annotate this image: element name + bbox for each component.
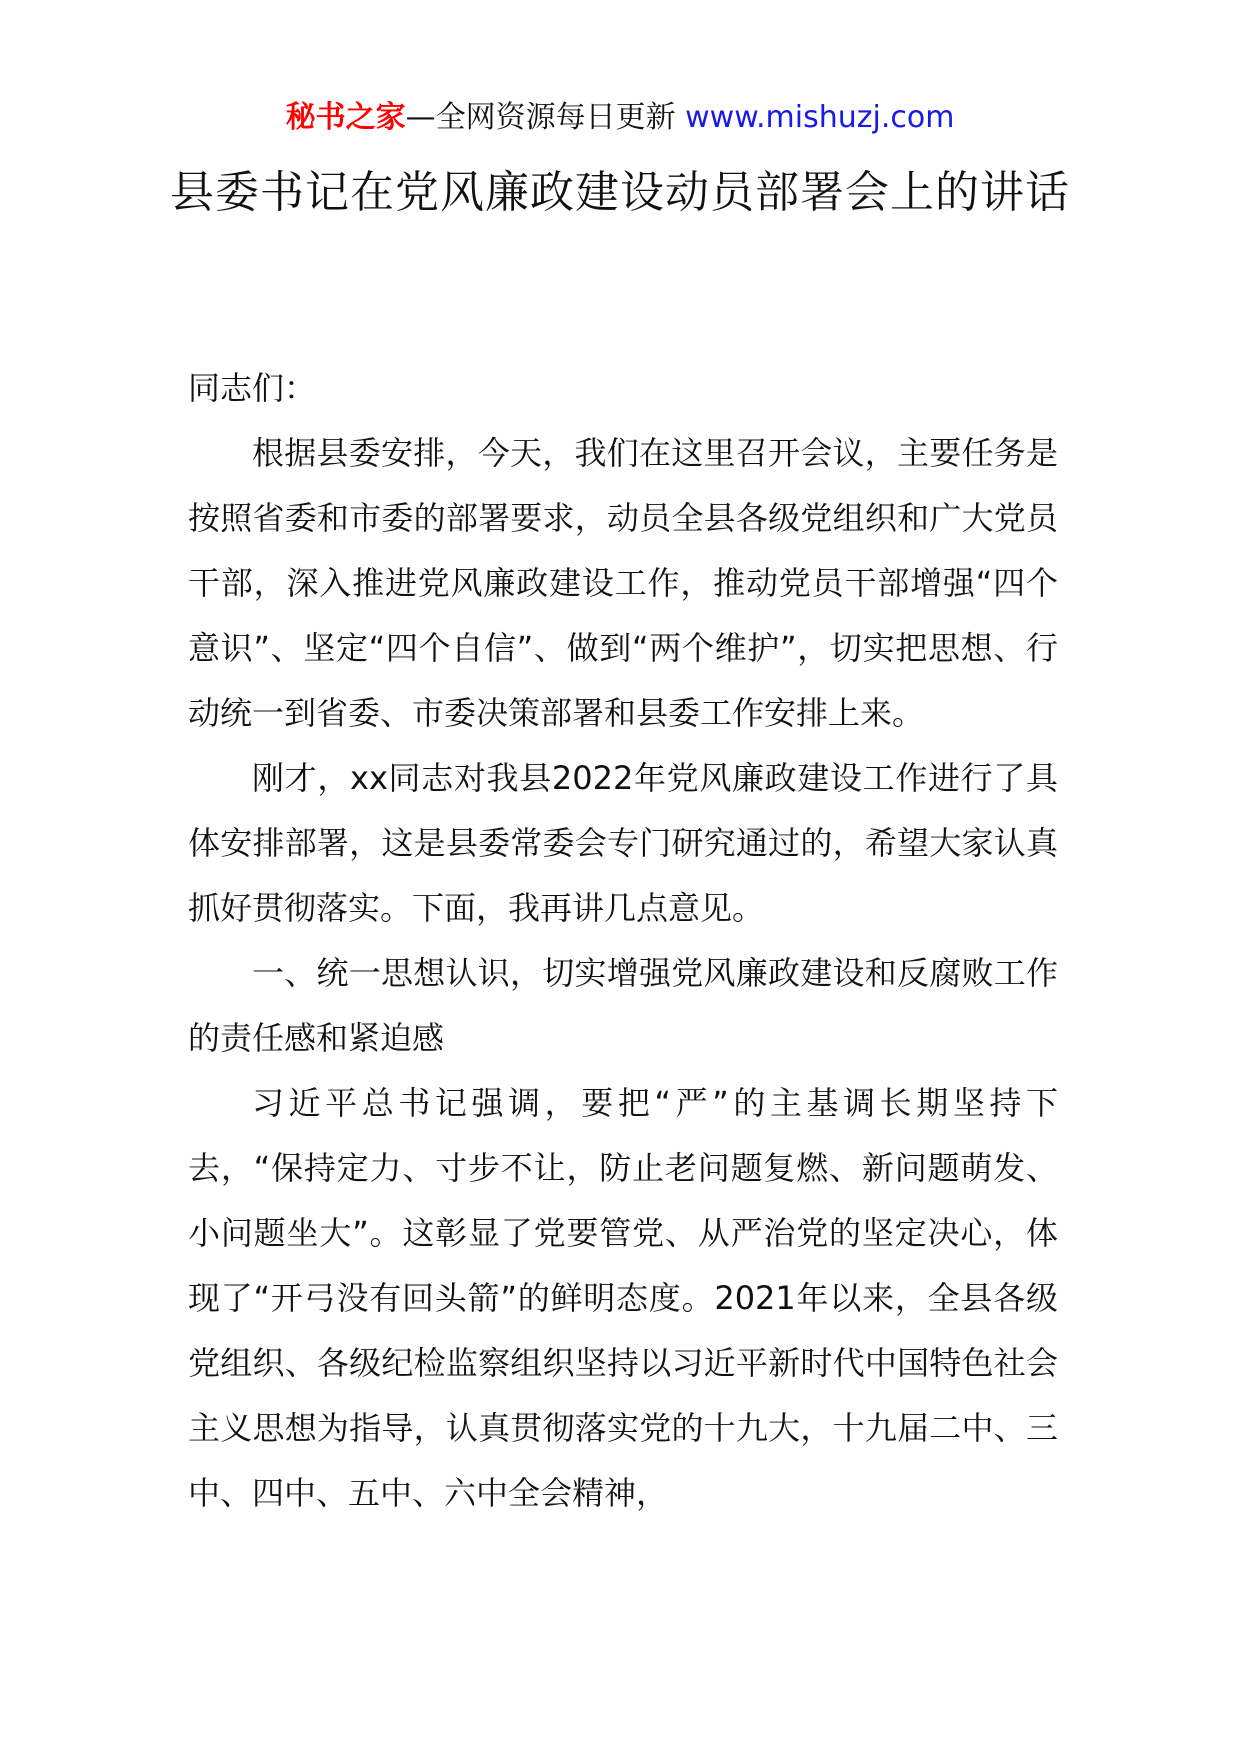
site-brand: 秘书之家 xyxy=(285,100,406,135)
document-title: 县委书记在党风廉政建设动员部署会上的讲话 xyxy=(170,167,1070,218)
document-body xyxy=(188,356,1058,1526)
site-slogan: —全网资源每日更新 xyxy=(405,100,686,135)
body-paragraph: 根据县委安排，今天，我们在这里召开会议，主要任务是按照省委和市委的部署要求，动员全县各级党组织和广大党员干部，深入推进党风廉政建设工作，推动党员干部增强“四个意识”、坚定“四个自信”、做到“两个维护”，切实把思想、行动统一到省委、市委决策部署和县委工作安排上来。 xyxy=(188,434,1058,732)
body-paragraph: 刚才，xx同志对我县2022年党风廉政建设工作进行了具体安排部署，这是县委常委会专门研究通过的，希望大家认真抓好贯彻落实。下面，我再讲几点意见。 xyxy=(188,759,1058,927)
site-url-link[interactable]: www.mishuzj.com xyxy=(685,100,955,135)
salutation: 同志们： xyxy=(188,369,317,407)
body-paragraph: 习近平总书记强调，要把“严”的主基调长期坚持下去，“保持定力、寸步不让，防止老问题复燃、新问题萌发、小问题坐大”。这彰显了党要管党、从严治党的坚定决心，体现了“开弓没有回头箭”的鲜明态度。2021年以来，全县各级党组织、各级纪检监察组织坚持以习近平新时代中国特色社会主义思想为指导，认真贯彻落实党的十九大，十九届二中、三中、四中、五中、六中全会精神， xyxy=(188,1084,1058,1512)
site-header xyxy=(0,98,1240,138)
section-heading: 一、统一思想认识，切实增强党风廉政建设和反腐败工作的责任感和紧迫感 xyxy=(188,954,1058,1057)
